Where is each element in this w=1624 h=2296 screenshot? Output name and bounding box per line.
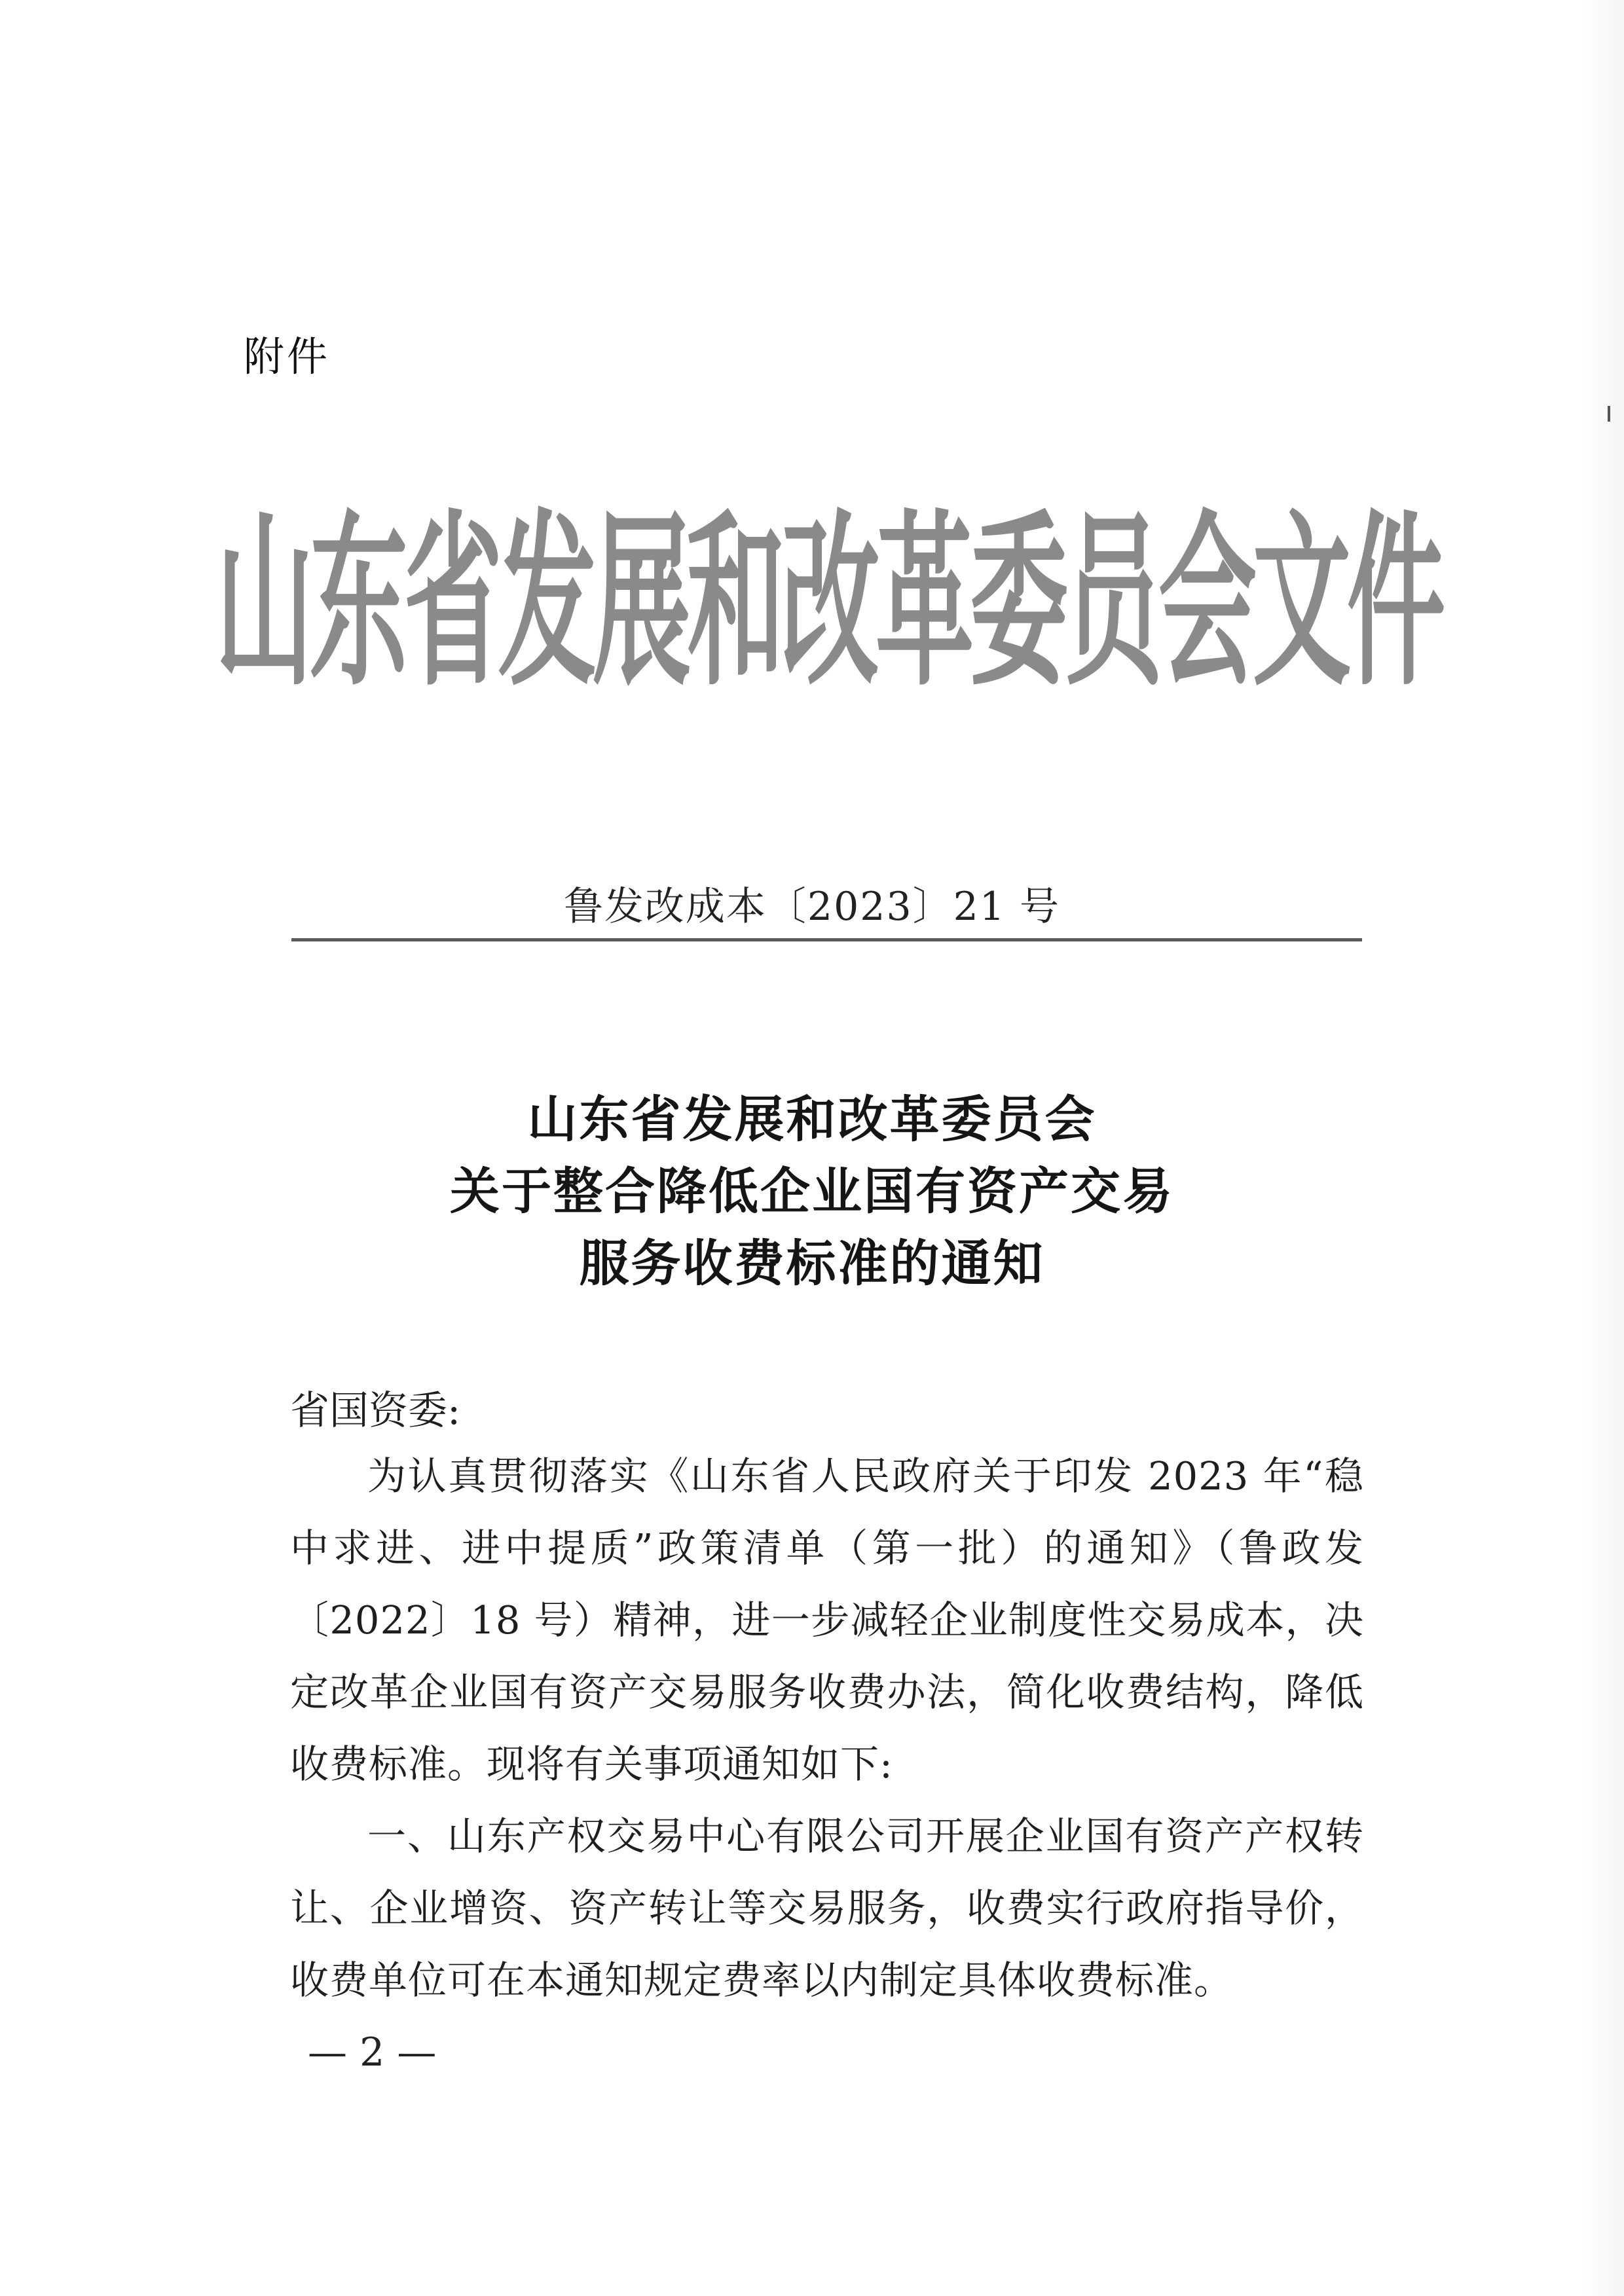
salutation: 省国资委: xyxy=(290,1388,461,1434)
document-masthead: 山东省发展和改革委员会文件 xyxy=(215,495,1442,712)
body-paragraph-intro: 为认真贯彻落实《山东省人民政府关于印发 2023 年“稳中求进、进中提质”政策清单（第一批）的通知》（鲁政发〔2022〕18 号）精神，进一步减轻企业制度性交易成本，决定改革企业国有资产交易服务收费办法，简化收费结构，降低收费标准。现将有关事项通知如下: xyxy=(290,1453,1364,1787)
title-line-2: 关于整合降低企业国有资产交易 xyxy=(450,1162,1174,1220)
notice-title xyxy=(0,1084,1624,1300)
title-line-3: 服务收费标准的通知 xyxy=(579,1234,1045,1292)
attachment-label: 附件 xyxy=(244,333,331,380)
masthead-separator-line xyxy=(291,938,1362,941)
page-number: — 2 — xyxy=(308,2030,437,2075)
scan-edge-mark xyxy=(1608,406,1610,422)
body-paragraph-item-1: 一、山东产权交易中心有限公司开展企业国有资产产权转让、企业增资、资产转让等交易服务，收费实行政府指导价，收费单位可在本通知规定费率以内制定具体收费标准。 xyxy=(290,1813,1364,2003)
document-number: 鲁发改成本〔2023〕21 号 xyxy=(563,884,1061,930)
body-text xyxy=(290,1440,1364,2016)
title-line-1: 山东省发展和改革委员会 xyxy=(527,1090,1097,1148)
